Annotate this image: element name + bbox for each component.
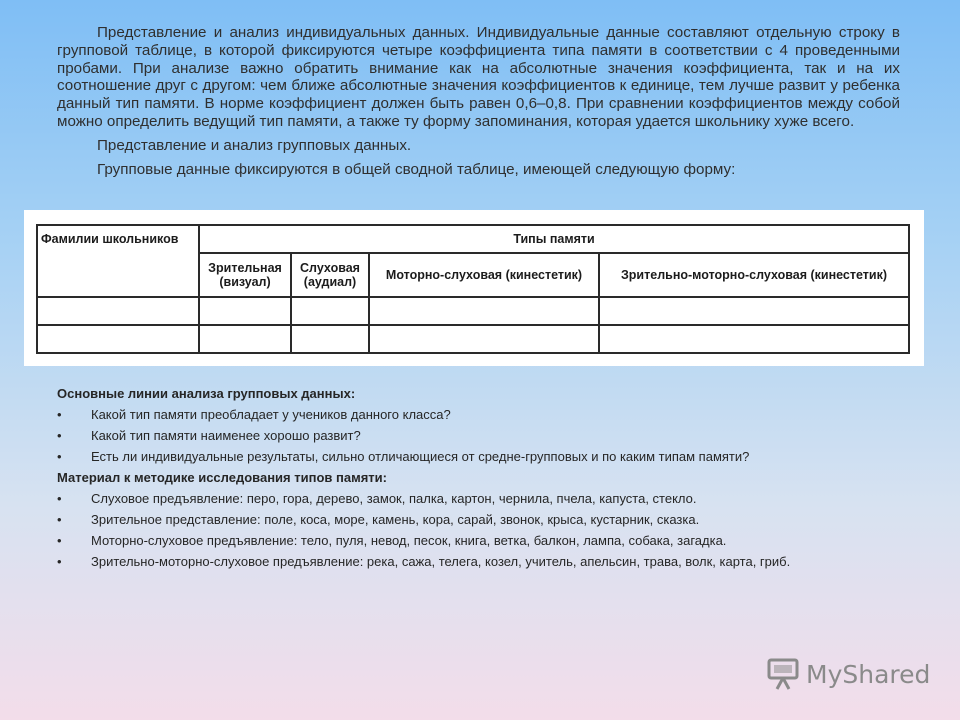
header-memory-types: Типы памяти bbox=[199, 225, 909, 253]
material-heading: Материал к методике исследования типов памяти: bbox=[57, 470, 387, 485]
intro-paragraph-group-heading: Представление и анализ групповых данных. bbox=[97, 136, 412, 154]
group-table-panel bbox=[24, 210, 924, 366]
watermark-text: MyShared bbox=[806, 659, 931, 689]
bullet: • bbox=[57, 554, 62, 569]
header-visual-motor-auditory: Зрительно-моторно-слуховая (кинестетик) bbox=[599, 253, 909, 297]
table-cell bbox=[37, 325, 199, 353]
table-cell bbox=[199, 297, 291, 325]
bullet: • bbox=[57, 533, 62, 548]
table-row bbox=[37, 297, 909, 325]
list-item bbox=[57, 511, 907, 528]
table-row bbox=[37, 325, 909, 353]
list-item bbox=[57, 490, 907, 507]
table-cell bbox=[369, 325, 599, 353]
table-cell bbox=[291, 297, 369, 325]
bullet: • bbox=[57, 449, 62, 464]
list-item-text: Какой тип памяти преобладает у учеников данного класса? bbox=[91, 407, 451, 422]
intro-paragraph-group-form: Групповые данные фиксируются в общей сводной таблице, имеющей следующую форму: bbox=[97, 160, 736, 178]
list-item-text: Какой тип памяти наименее хорошо развит? bbox=[91, 428, 361, 443]
list-item-text: Слуховое предъявление: перо, гора, дерево, замок, палка, картон, чернила, пчела, капуста, стекло. bbox=[91, 491, 697, 506]
myshared-watermark bbox=[766, 654, 930, 694]
analysis-heading: Основные линии анализа групповых данных: bbox=[57, 386, 356, 401]
header-auditory: Слуховая (аудиал) bbox=[291, 253, 369, 297]
material-list bbox=[57, 490, 907, 570]
table-cell bbox=[599, 297, 909, 325]
table-cell bbox=[369, 297, 599, 325]
bullet: • bbox=[57, 407, 62, 422]
group-summary-table bbox=[36, 224, 910, 354]
list-item bbox=[57, 427, 907, 444]
list-item bbox=[57, 406, 907, 423]
list-item bbox=[57, 532, 907, 549]
header-visual: Зрительная (визуал) bbox=[199, 253, 291, 297]
table-cell bbox=[199, 325, 291, 353]
list-item-text: Моторно-слуховое предъявление: тело, пуля, невод, песок, книга, ветка, балкон, лампа, собака, загадка. bbox=[91, 533, 727, 548]
list-item-text: Есть ли индивидуальные результаты, сильно отличающиеся от средне-групповых и по каким типам памяти? bbox=[91, 449, 750, 464]
table-cell bbox=[291, 325, 369, 353]
bullet: • bbox=[57, 491, 62, 506]
header-surnames: Фамилии школьников bbox=[37, 225, 199, 297]
table-cell bbox=[599, 325, 909, 353]
list-item bbox=[57, 553, 907, 570]
analysis-section bbox=[57, 385, 907, 574]
analysis-list bbox=[57, 406, 907, 465]
header-motor-auditory: Моторно-слуховая (кинестетик) bbox=[369, 253, 599, 297]
intro-text bbox=[57, 24, 900, 178]
bullet: • bbox=[57, 428, 62, 443]
table-cell bbox=[37, 297, 199, 325]
presentation-board-icon bbox=[766, 656, 802, 692]
list-item bbox=[57, 448, 907, 465]
list-item-text: Зрительное представление: поле, коса, море, камень, кора, сарай, звонок, крыса, кустарник, сказка. bbox=[91, 512, 700, 527]
list-item-text: Зрительно-моторно-слуховое предъявление: река, сажа, телега, козел, учитель, апельсин, трава, волк, карта, гриб. bbox=[91, 554, 791, 569]
intro-paragraph-individual: Представление и анализ индивидуальных данных. Индивидуальные данные составляют отдельную строку в групповой таблице, в которой фиксируются четыре коэффициента типа памяти в соответствии с 4 проведенными пробами. При анализе важно обратить внимание как на абсолютные значения коэффициента, так и на их соотношение друг с другом: чем ближе абсолютные значения коэффициентов к единице, тем лучше развит у ребенка данный тип памяти. В норме коэффициент должен быть равен 0,6–0,8. При сравнении коэффициентов между собой можно определить ведущий тип памяти, а также ту форму запоминания, которая удается школьнику хуже всего. bbox=[57, 24, 900, 130]
bullet: • bbox=[57, 512, 62, 527]
